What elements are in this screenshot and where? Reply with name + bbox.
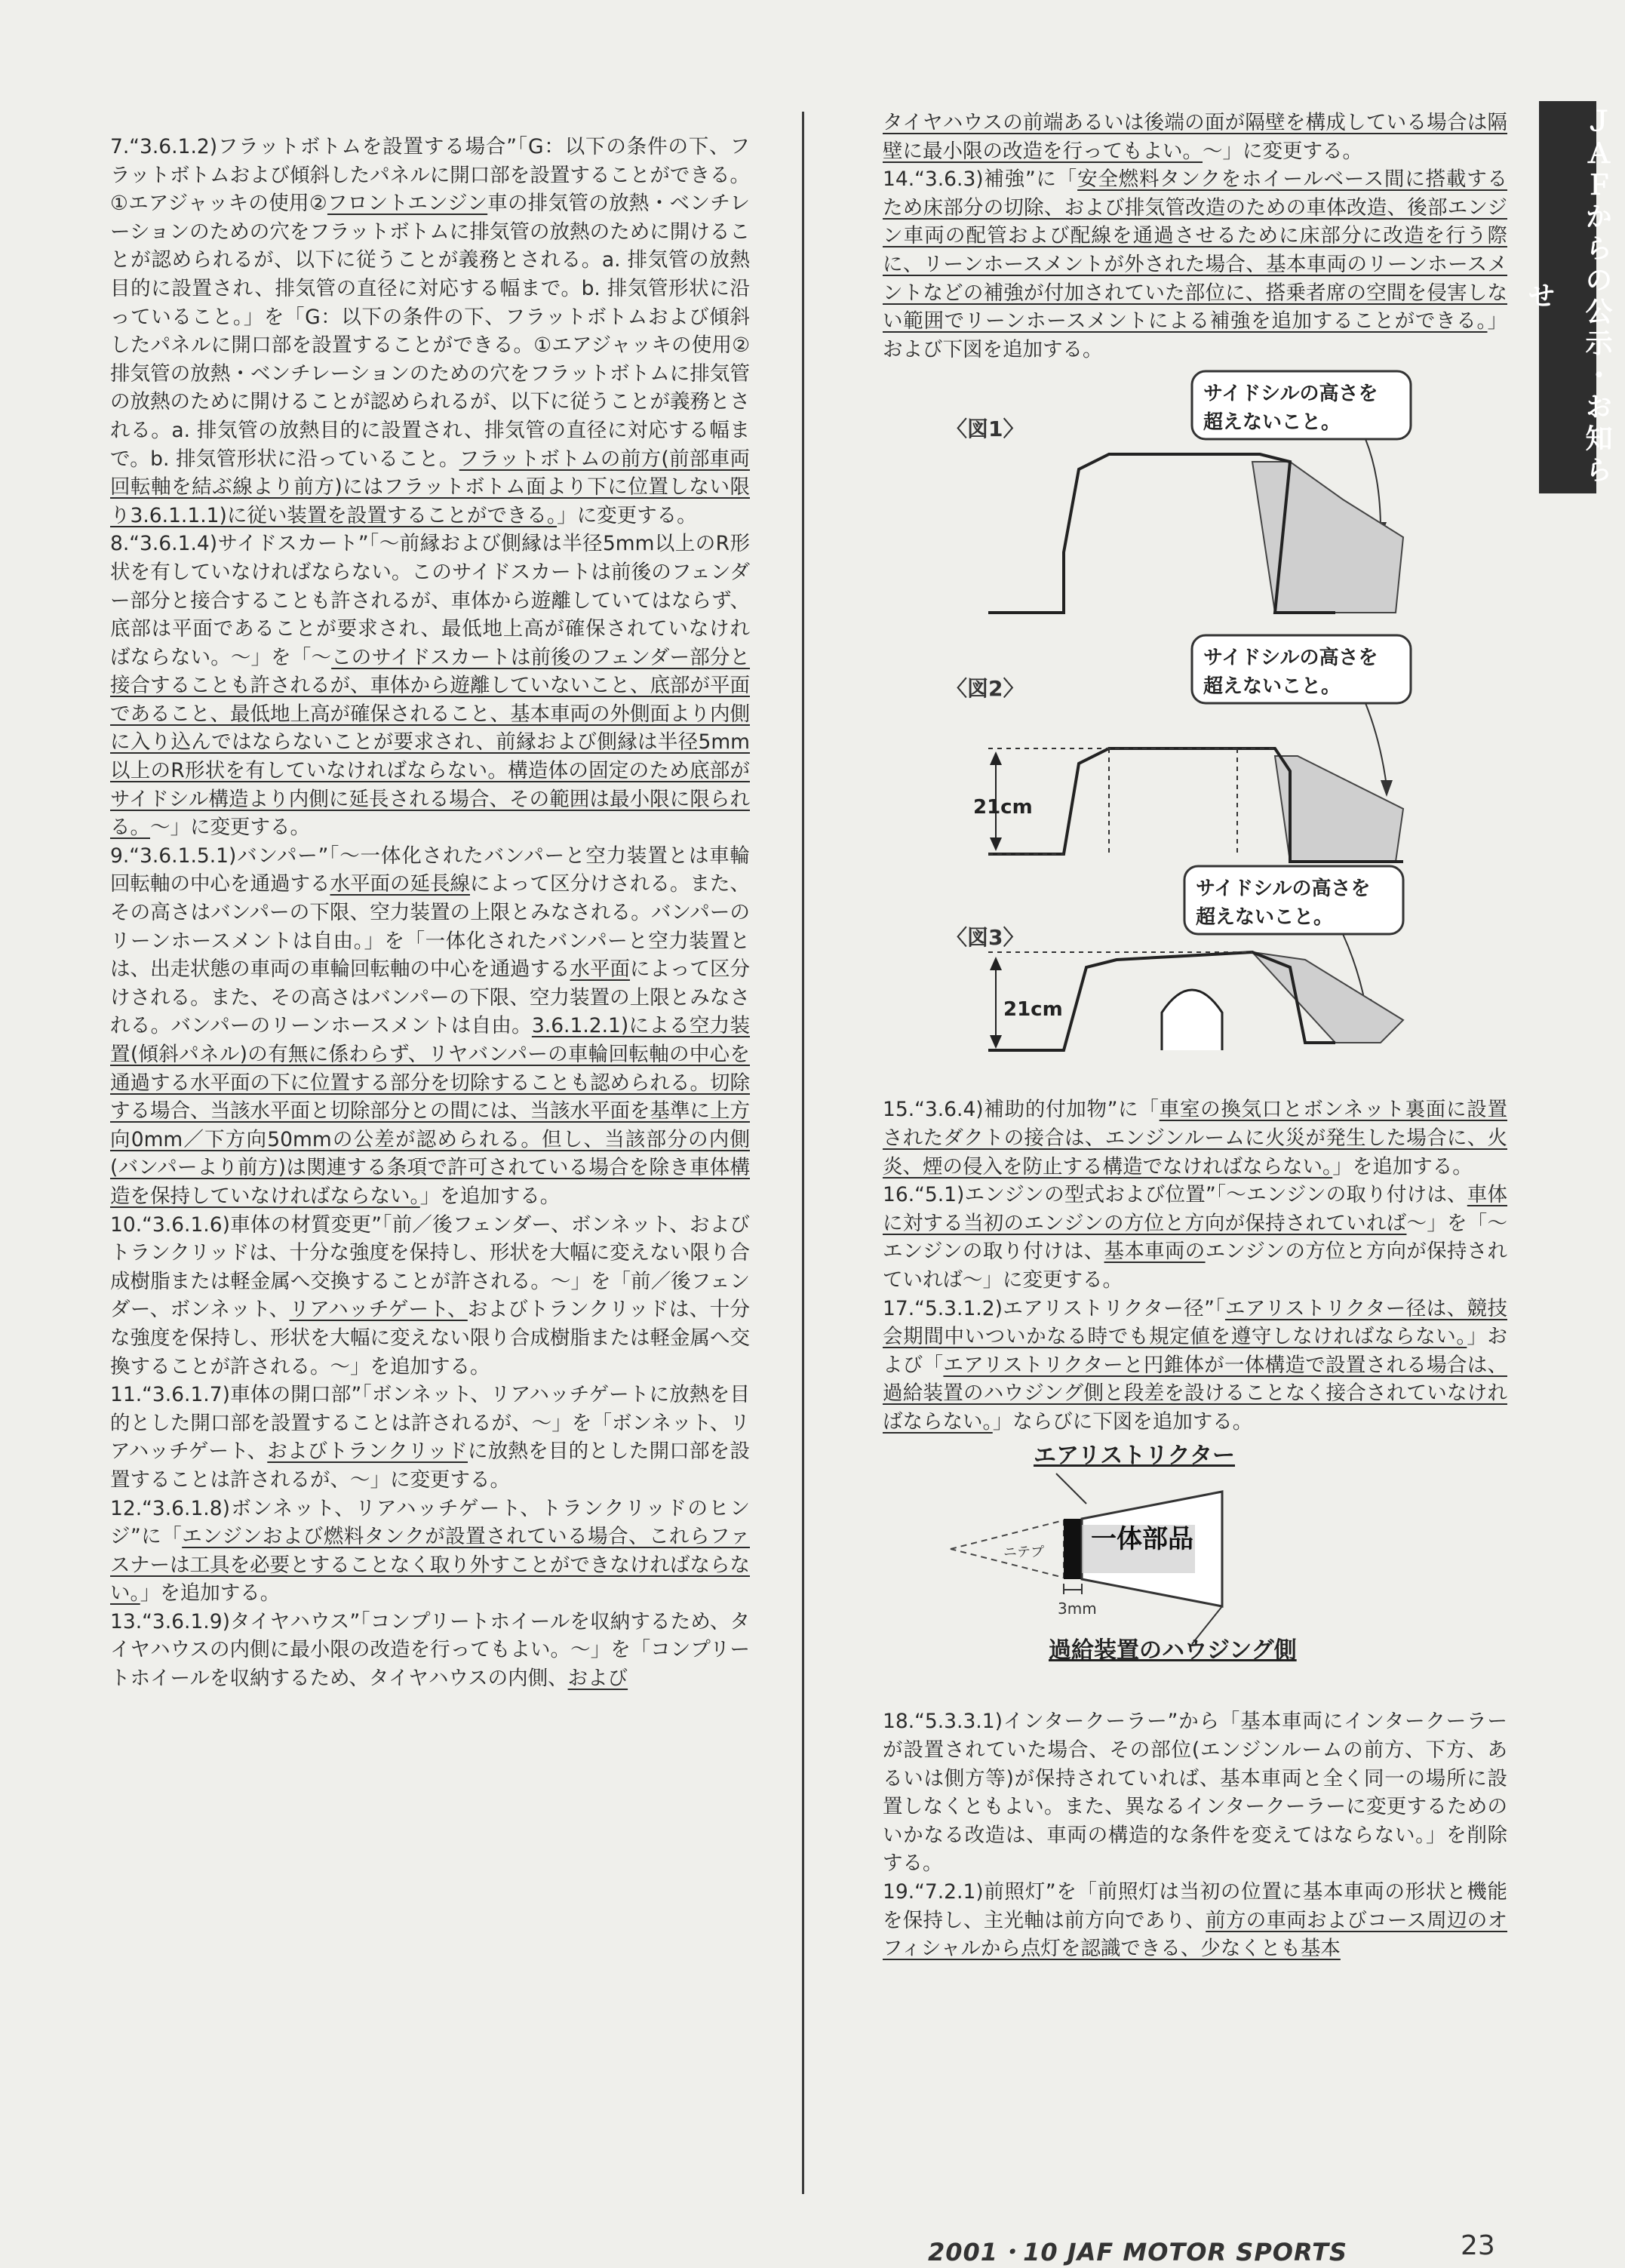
text-run: 19.“7.2.1)前照灯”を「前照灯は当初の位置に基本車両の形状と機能を保持し、主光軸は前方向であり、 bbox=[883, 1880, 1507, 1932]
fig3-label: 〈図3〉 bbox=[946, 925, 1024, 951]
text-run: 8.“3.6.1.4)サイドスカート”「～前縁および側縁は半径5mm以上のR形状を有していなければならない。このサイドスカートは前後のフェンダー部分と接合することも許されるが、車体から遊離していてはならず、底部は平面であることが要求され、最低地上高が確保されていなければならない。～」を「～ bbox=[110, 532, 750, 669]
section-tab: ＪＡＦからの公示・お知らせ bbox=[1539, 101, 1596, 493]
rule-item bbox=[110, 1495, 750, 1608]
restrictor-body-label: 一体部品 bbox=[1091, 1524, 1193, 1555]
svg-text:超えないこと。: 超えないこと。 bbox=[1203, 675, 1341, 699]
svg-text:サイドシルの高さを: サイドシルの高さを bbox=[1203, 647, 1378, 670]
text-run: 」および下図を追加する。 bbox=[883, 309, 1507, 361]
text-run: 16.“5.1)エンジンの型式および位置”「～エンジンの取り付けは、 bbox=[883, 1183, 1467, 1207]
fig1-profile bbox=[988, 454, 1403, 613]
right-top-text bbox=[883, 109, 1507, 364]
underlined-text: 前方の車両およびコース周辺のオフィシャルから点灯を認識できる、少なくとも基本 bbox=[883, 1908, 1507, 1961]
restrictor-small-label: ニテプ bbox=[1003, 1544, 1044, 1561]
fig2-dimension: 21cm bbox=[973, 796, 1033, 819]
left-column bbox=[110, 133, 750, 1693]
fig3-dimension: 21cm bbox=[1003, 998, 1063, 1022]
rule-item bbox=[883, 109, 1507, 165]
text-run: 」に変更する。 bbox=[557, 503, 697, 527]
right-bottom-text bbox=[883, 1707, 1507, 1962]
rule-item bbox=[110, 133, 750, 530]
underlined-text: エアリストリクターと円錐体が一体構造で設置される場合は、過給装置のハウジング側と段差を設けることなく接合されていなければならない。 bbox=[883, 1353, 1507, 1434]
text-run: 」を追加する。 bbox=[140, 1581, 281, 1606]
underlined-text: 車室の換気口とボンネット裏面に設置されたダクトの接合は、エンジンルームに火災が発生した場合に、火炎、煙の侵入を防止する構造でなければならない。 bbox=[883, 1098, 1507, 1179]
underlined-text: フロントエンジン bbox=[327, 192, 488, 216]
restrictor-dimension: 3mm bbox=[1058, 1600, 1097, 1618]
rule-item bbox=[883, 165, 1507, 364]
rule-item bbox=[883, 1181, 1507, 1294]
underlined-text: およびトランクリッド bbox=[267, 1440, 468, 1464]
right-mid-text bbox=[883, 1096, 1507, 1436]
underlined-text: 3.6.1.2.1)による空力装置(傾斜パネル)の有無に係わらず、リヤバンパーの車輪回転軸の中心を通過する水平面の下に位置する部分を切除することも認められる。切除する場合、当該水平面と切除部分との間には、当該水平面を基準に上方向0mm／下方向50mmの公差が認められる。但し、当該部分の内側(バンパーより前方)は関連する条項で許可されている場合を除き車体構造を保持していなければならない。 bbox=[110, 1014, 750, 1208]
svg-text:サイドシルの高さを: サイドシルの高さを bbox=[1203, 383, 1378, 406]
text-run: 7.“3.6.1.2)フラットボトムを設置する場合”「G：以下の条件の下、フラットボトムおよび傾斜したパネルに開口部を設置することができる。①エアジャッキの使用② bbox=[110, 135, 750, 216]
underlined-text: リアハッチゲート、 bbox=[289, 1298, 468, 1322]
underlined-text: エアリストリクター径は、競技会期間中いついかなる時でも規定値を遵守しなければならない。 bbox=[883, 1296, 1507, 1349]
rule-item bbox=[110, 842, 750, 1211]
rule-item bbox=[883, 1707, 1507, 1878]
right-column bbox=[883, 109, 1507, 1963]
svg-text:超えないこと。: 超えないこと。 bbox=[1203, 411, 1341, 435]
text-run: 」および「 bbox=[883, 1325, 1508, 1377]
reinforcement-figures bbox=[883, 364, 1507, 1073]
text-run: およびトランクリッドは、十分な強度を保持し、形状を大幅に変えない限り合成樹脂または軽金属へ交換することが許される。～」を追加する。 bbox=[110, 1298, 750, 1378]
underlined-text: および bbox=[567, 1667, 628, 1691]
column-divider bbox=[802, 112, 804, 2194]
text-run: 車の排気管の放熱・ベンチレーションのための穴をフラットボトムに排気管の放熱のために開けることが認められるが、以下に従うことが義務とされる。a. 排気管の放熱目的に設置され、排気管の直径に対応する幅まで。b. 排気管形状に沿っていること。」を「G：以下の条件の下、フラットボトムおよび傾斜したパネルに開口部を設置することができる。①エアジャッキの使用②排気管の放熱・ベンチレーションのための穴をフラットボトムに排気管の放熱のために開けることが認められるが、以下に従うことが義務とされる。a. 排気管の放熱目的に設置され、排気管の直径に対応する幅まで。b. 排気管形状に沿っていること。 bbox=[110, 192, 750, 471]
fig2-label: 〈図2〉 bbox=[946, 676, 1024, 702]
restrictor-housing-label: 過給装置のハウジング側 bbox=[1049, 1637, 1297, 1664]
text-run: ～」に変更する。 bbox=[1203, 139, 1362, 163]
underlined-text: 車体に対する当初のエンジンの方位と方向が保持されていれば bbox=[883, 1183, 1508, 1235]
text-run: ～」に変更する。 bbox=[150, 816, 310, 840]
text-run: 9.“3.6.1.5.1)バンパー”「～一体化されたバンパーと空力装置とは車輪回転軸の中心を通過する bbox=[110, 844, 750, 896]
underlined-text: 安全燃料タンクをホイールベース間に搭載するため床部分の切除、および排気管改造のための車体改造、後部エンジン車両の配管および配線を通過させるために床部分に改造を行う際に、リーンホースメントが外された場合、基本車両のリーンホースメントなどの補強が付加されていた部位に、搭乗者席の空間を侵害しない範囲でリーンホースメントによる補強を追加することができる。 bbox=[883, 167, 1507, 333]
text-run: 」ならびに下図を追加する。 bbox=[992, 1409, 1253, 1434]
text-run: 」を追加する。 bbox=[419, 1184, 561, 1208]
underlined-text: エンジンおよび燃料タンクが設置されている場合、これらファスナーは工具を必要とすることなく取り外すことができなければならない。 bbox=[110, 1525, 750, 1606]
text-run: 10.“3.6.1.6)車体の材質変更”「前／後フェンダー、ボンネット、およびトランクリッドは、十分な強度を保持し、形状を大幅に変えない限り合成樹脂または軽金属へ交換することが許される。～」を「前／後フェンダー、ボンネット、 bbox=[110, 1212, 750, 1322]
text-run: 12.“3.6.1.8)ボンネット、リアハッチゲート、トランクリッドのヒンジ”に「 bbox=[110, 1496, 750, 1549]
rule-item bbox=[110, 1381, 750, 1494]
restrictor-title: エアリストリクター bbox=[1034, 1443, 1235, 1470]
rule-item bbox=[883, 1096, 1507, 1181]
text-run: 17.“5.3.1.2)エアリストリクター径”「 bbox=[883, 1296, 1225, 1320]
underlined-text: タイヤハウスの前端あるいは後端の面が隔壁を構成している場合は隔壁に最小限の改造を行ってもよい。 bbox=[883, 111, 1507, 163]
rule-item bbox=[110, 1211, 750, 1381]
underlined-text: フラットボトムの前方(前部車両回転軸を結ぶ線より前方)にはフラットボトム面より下に位置しない限り3.6.1.1.1)に従い装置を設置することができる。 bbox=[110, 447, 751, 527]
text-run: ～」を「～エンジンの取り付けは、 bbox=[883, 1211, 1507, 1264]
footer-title: 2001・10 JAF MOTOR SPORTS bbox=[928, 2238, 1348, 2266]
rule-item bbox=[883, 1295, 1507, 1437]
text-run: によって区分けされる。また、その高さはバンパーの下限、空力装置の上限とみなされる。バンパーのリーンホースメントは自由。 bbox=[110, 957, 750, 1038]
fig1-label: 〈図1〉 bbox=[946, 416, 1024, 442]
underlined-text: 水平面 bbox=[570, 957, 630, 982]
rule-item bbox=[883, 1878, 1507, 1963]
text-run: 」を追加する。 bbox=[1332, 1154, 1473, 1179]
underlined-text: このサイドスカートは前後のフェンダー部分と接合することも許されるが、車体から遊離していないこと、底部が平面であること、最低地上高が確保されること、基本車両の外側面より内側に入り込んではならないことが要求され、前縁および側縁は半径5mm以上のR形状を有していなければならない。構造体の固定のため底部がサイドシル構造より内側に延長される場合、その範囲は最小限に限られる。 bbox=[110, 645, 751, 840]
rule-item bbox=[110, 530, 750, 842]
restrictor-figure bbox=[883, 1436, 1507, 1662]
text-run: 15.“3.6.4)補助的付加物”に「 bbox=[883, 1098, 1160, 1122]
svg-text:サイドシルの高さを: サイドシルの高さを bbox=[1196, 877, 1371, 901]
svg-text:超えないこと。: 超えないこと。 bbox=[1196, 906, 1334, 930]
text-run: 13.“3.6.1.9)タイヤハウス”「コンプリートホイールを収納するため、タイヤハウスの内側に最小限の改造を行ってもよい。～」を「コンプリートホイールを収納するため、タイヤハウスの内側、 bbox=[110, 1609, 750, 1691]
underlined-text: 水平面の延長線 bbox=[330, 872, 470, 896]
text-run: に放熱を目的とした開口部を設置することは許されるが、～」に変更する。 bbox=[110, 1440, 750, 1492]
fig3-profile bbox=[988, 952, 1403, 1050]
text-run: 11.“3.6.1.7)車体の開口部”「ボンネット、リアハッチゲートに放熱を目的とした開口部を設置することは許されるが、～」を「ボンネット、リアハッチゲート、 bbox=[110, 1383, 750, 1464]
underlined-text: 基本車両の bbox=[1104, 1240, 1206, 1264]
fig2-profile bbox=[973, 748, 1403, 862]
text-run: 14.“3.6.3)補強”に「 bbox=[883, 167, 1078, 192]
text-run: によって区分けされる。また、その高さはバンパーの下限、空力装置の上限とみなされる。バンパーのリーンホースメントは自由。」を「一体化されたバンパーと空力装置とは、出走状態の車両の車輪回転軸の中心を通過する bbox=[110, 872, 750, 982]
page-number: 23 bbox=[1461, 2230, 1495, 2261]
text-run: 18.“5.3.3.1)インタークーラー”から「基本車両にインタークーラーが設置されていた場合、その部位(エンジンルームの前方、下方、あるいは側方等)が保持されていれば、基本車両と全く同一の場所に設置しなくともよい。また、異なるインタークーラーに変更するためのいかなる改造は、車両の構造的な条件を変えてはならない。」を削除する。 bbox=[883, 1710, 1507, 1876]
rule-item bbox=[110, 1608, 750, 1693]
text-run: エンジンの方位と方向が保持されていれば～」に変更する。 bbox=[883, 1240, 1507, 1292]
